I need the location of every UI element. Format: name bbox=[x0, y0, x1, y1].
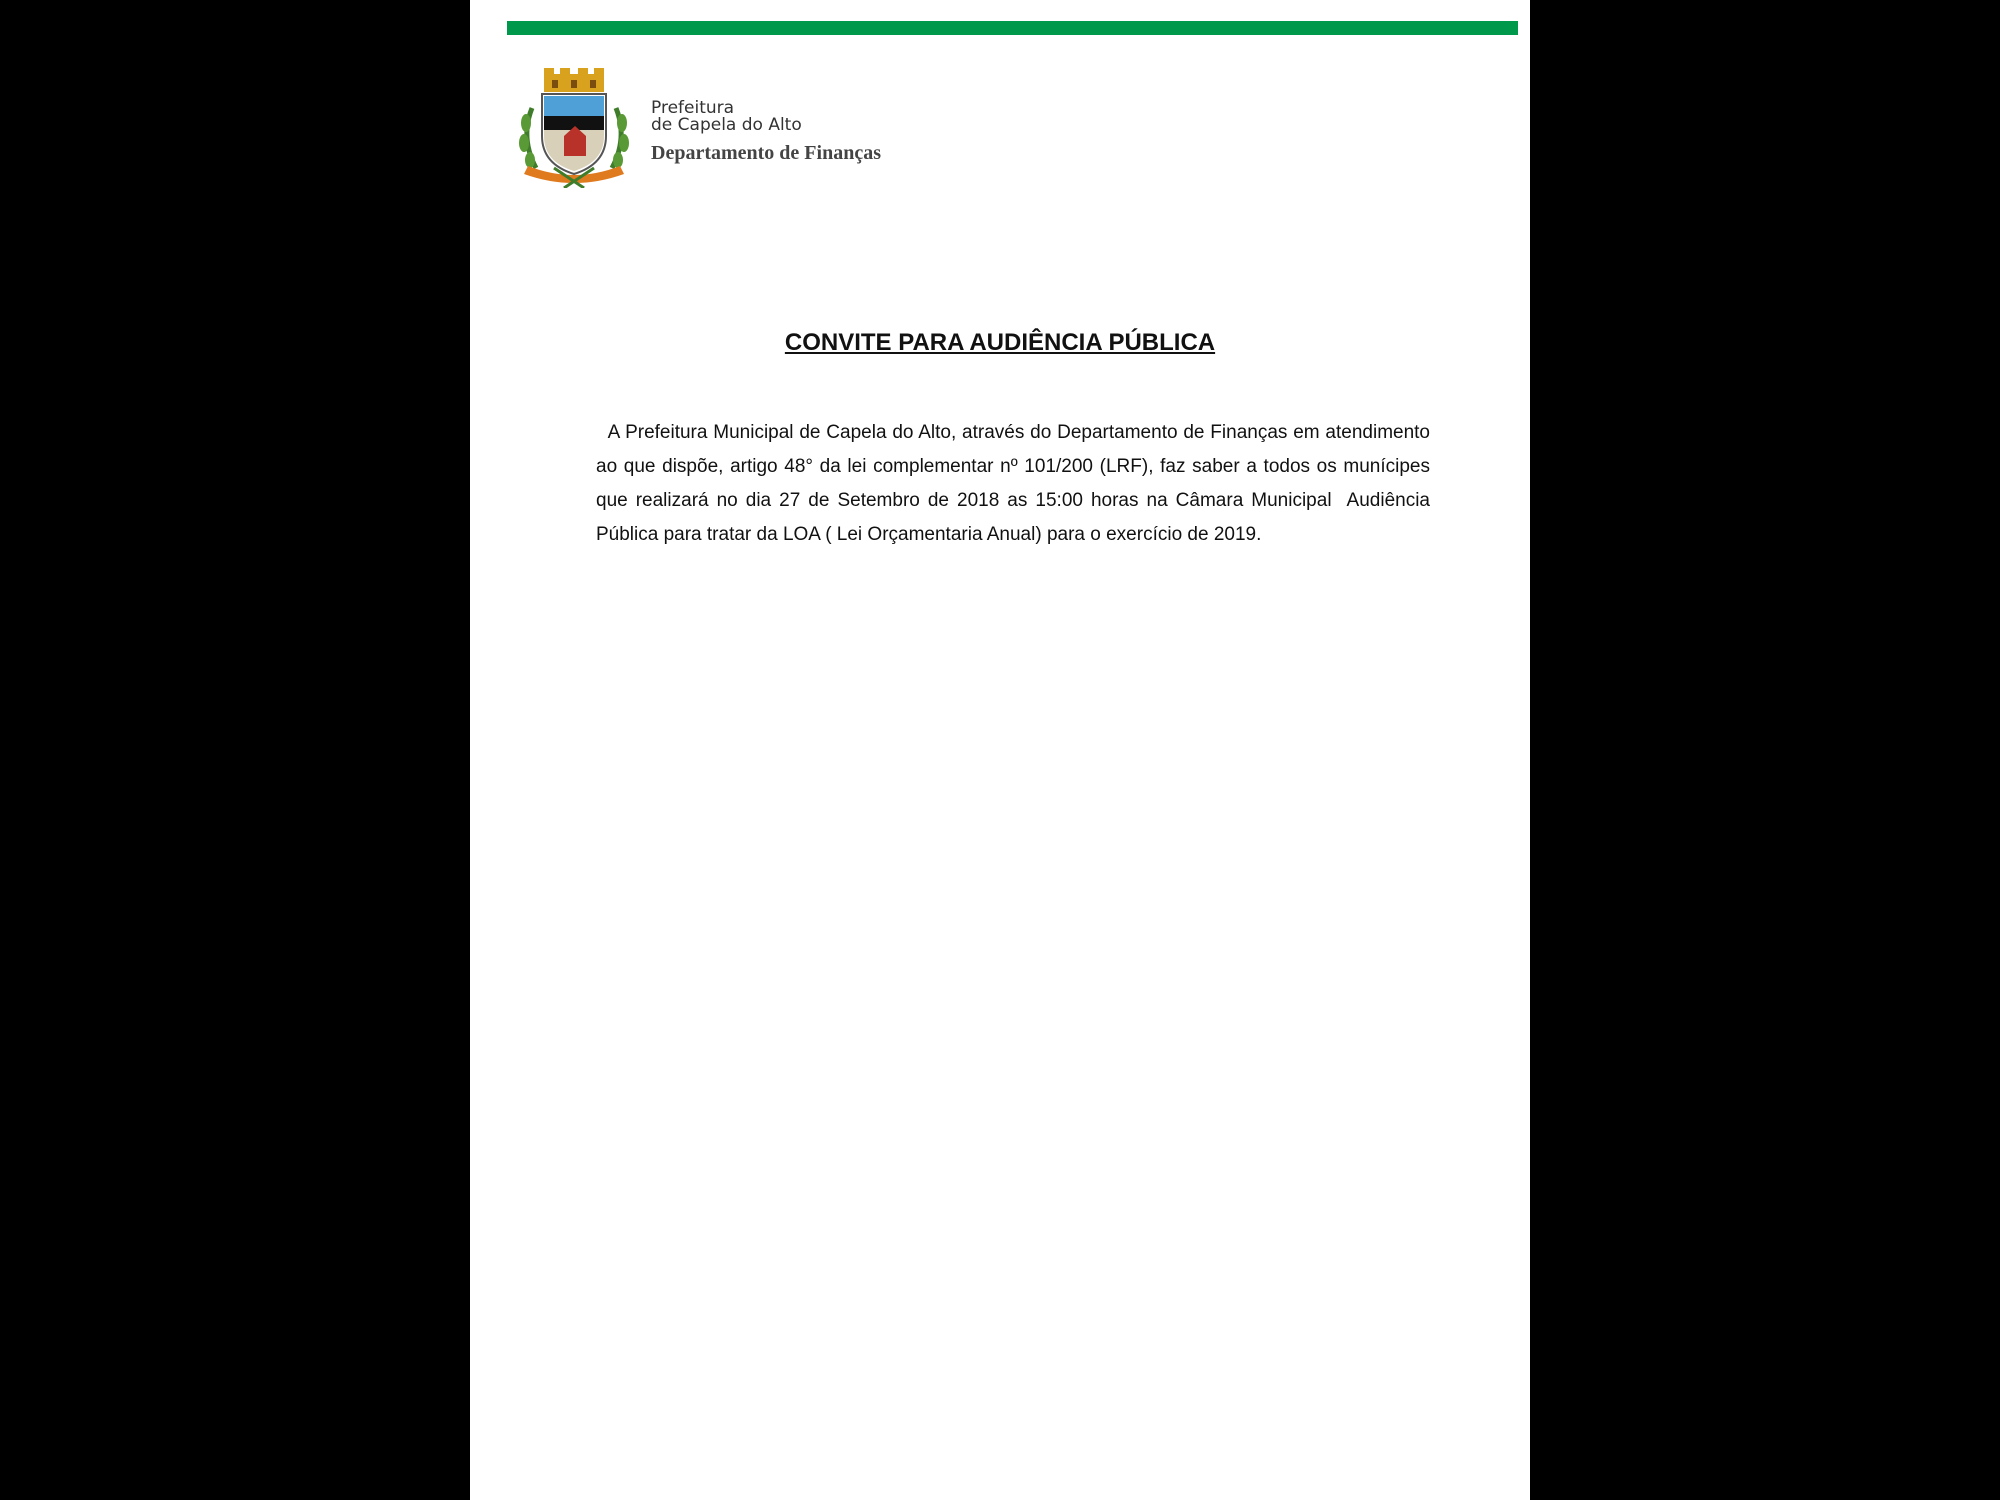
document-body: A Prefeitura Municipal de Capela do Alto, através do Departamento de Finanças em atendimento ao que dispõe, artigo 48° da lei complementar nº 101/200 (LRF), faz saber a todos os munícipes que realizará no dia 27 de Setembro de 2018 as 15:00 horas na Câmara Municipal Audiência Pública para tratar da LOA ( Lei Orçamentaria Anual) para o exercício de 2019. bbox=[596, 422, 1436, 545]
municipal-crest-icon bbox=[514, 68, 634, 188]
document-page bbox=[470, 0, 1530, 1500]
document-title: CONVITE PARA AUDIÊNCIA PÚBLICA bbox=[784, 329, 1216, 356]
header-accent-bar bbox=[507, 21, 1518, 35]
org-name-line1: Prefeitura bbox=[651, 98, 735, 118]
org-name-line2: de Capela do Alto bbox=[651, 115, 802, 135]
department-name: Departamento de Finanças bbox=[651, 142, 881, 164]
